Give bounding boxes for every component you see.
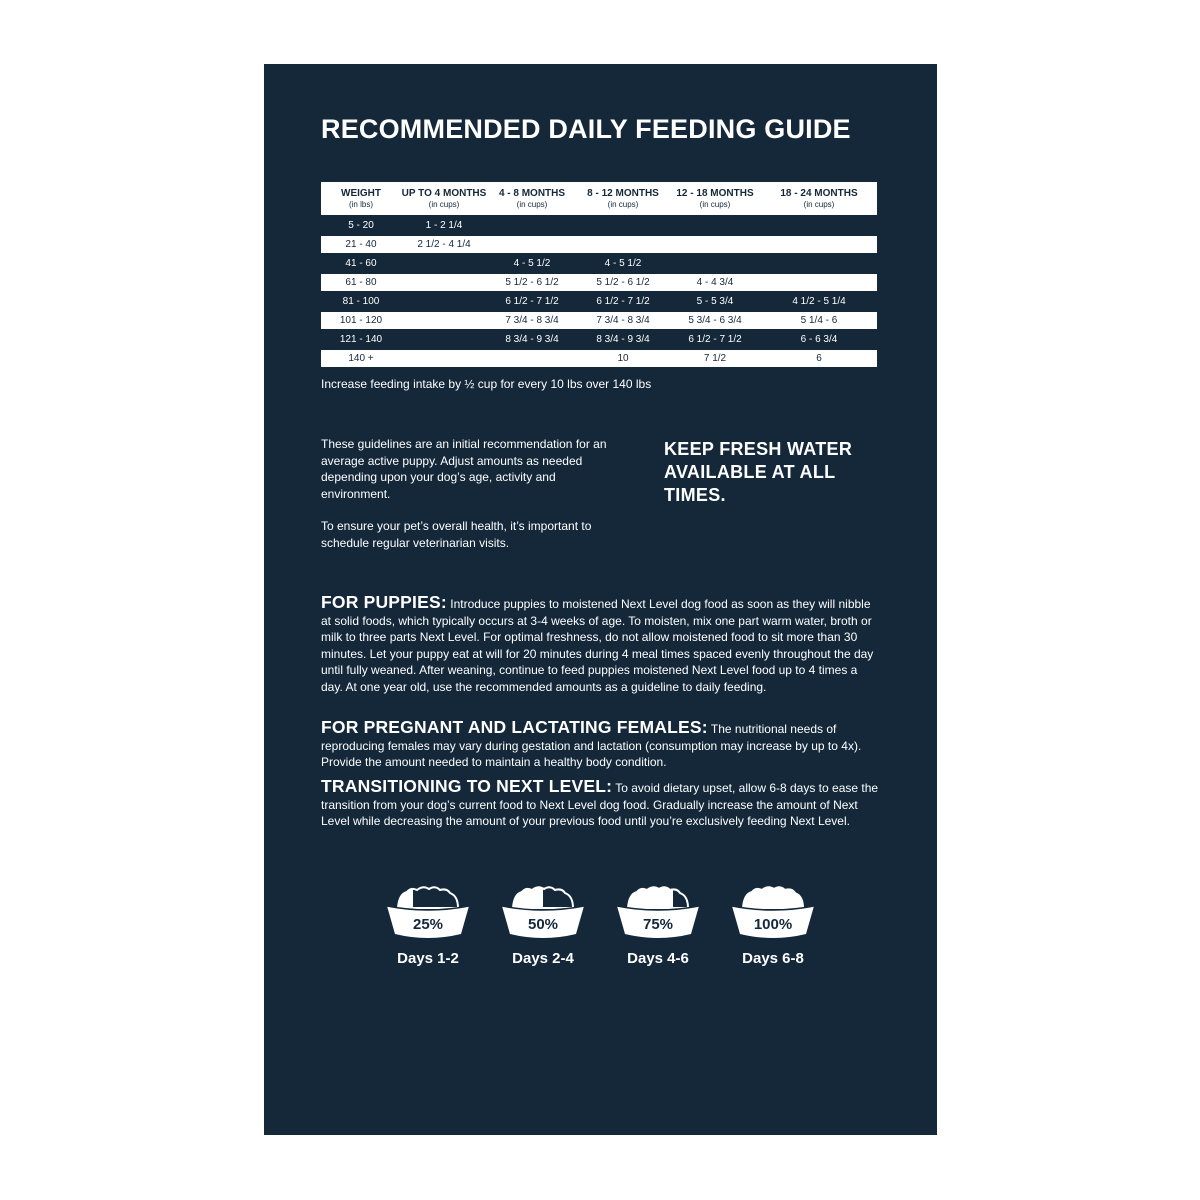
transition-body: To avoid dietary upset, allow 6-8 days to ease the transition from your dog’s current food to Next Level dog food. Gradually increase the amount of Next Level while decreasing the amount of your previous food until you’re exclusively feeding Next Level.: [321, 781, 879, 828]
pregnant-body: The nutritional needs of reproducing females may vary during gestation and lactation (consumption may increase by up to 4x). Provide the amount needed to maintain a healthy body condition.: [321, 722, 862, 769]
cups-cell: 4 - 5 1/2: [487, 254, 577, 273]
cups-cell: 5 - 5 3/4: [669, 292, 761, 311]
cups-cell: [487, 349, 577, 367]
bowl-days-label: Days 1-2: [397, 950, 459, 967]
cups-cell: [761, 235, 877, 254]
bowl-days-label: Days 6-8: [742, 950, 804, 967]
transition-bowls: [264, 884, 937, 984]
header-18-24-months: 18 - 24 MONTHS (in cups): [761, 182, 877, 216]
cups-cell: 7 3/4 - 8 3/4: [577, 311, 669, 330]
table-row: [321, 330, 877, 349]
cups-cell: [669, 216, 761, 235]
cups-cell: [669, 254, 761, 273]
cups-cell: 4 - 5 1/2: [577, 254, 669, 273]
weight-cell: 5 - 20: [321, 216, 401, 235]
cups-cell: [401, 349, 487, 367]
bowl-percent: 25%: [412, 916, 444, 933]
cups-cell: [401, 292, 487, 311]
weight-cell: 81 - 100: [321, 292, 401, 311]
table-note: Increase feeding intake by ½ cup for every 10 lbs over 140 lbs: [321, 377, 652, 391]
cups-cell: [577, 216, 669, 235]
cups-cell: 8 3/4 - 9 3/4: [487, 330, 577, 349]
bowl-step: [373, 884, 483, 967]
bowl-percent: 75%: [642, 916, 674, 933]
cups-cell: 5 3/4 - 6 3/4: [669, 311, 761, 330]
cups-cell: 4 - 4 3/4: [669, 273, 761, 292]
header-up-to-4-months: UP TO 4 MONTHS (in cups): [401, 182, 487, 216]
table-row: [321, 216, 877, 235]
weight-cell: 21 - 40: [321, 235, 401, 254]
weight-cell: 140 +: [321, 349, 401, 367]
weight-cell: 101 - 120: [321, 311, 401, 330]
table-header-row: [321, 182, 877, 216]
cups-cell: [401, 330, 487, 349]
weight-cell: 61 - 80: [321, 273, 401, 292]
bowl-percent: 50%: [527, 916, 559, 933]
pregnant-paragraph: [321, 719, 881, 771]
bowl-step: [488, 884, 598, 967]
weight-cell: 121 - 140: [321, 330, 401, 349]
cups-cell: 6 - 6 3/4: [761, 330, 877, 349]
feeding-guide-panel: [264, 64, 937, 1135]
cups-cell: 5 1/2 - 6 1/2: [487, 273, 577, 292]
table-row: [321, 311, 877, 330]
cups-cell: 6 1/2 - 7 1/2: [669, 330, 761, 349]
header-8-12-months: 8 - 12 MONTHS (in cups): [577, 182, 669, 216]
cups-cell: [577, 235, 669, 254]
cups-cell: [487, 216, 577, 235]
water-callout: KEEP FRESH WATER AVAILABLE AT ALL TIMES.: [664, 439, 853, 505]
vet-text: To ensure your pet’s overall health, it’s important to schedule regular veterinarian visits.: [321, 519, 592, 550]
weight-cell: 41 - 60: [321, 254, 401, 273]
cups-cell: 4 1/2 - 5 1/4: [761, 292, 877, 311]
cups-cell: 2 1/2 - 4 1/4: [401, 235, 487, 254]
pregnant-heading: FOR PREGNANT AND LACTATING FEMALES:: [321, 717, 708, 737]
cups-cell: [761, 254, 877, 273]
feeding-table: [321, 182, 877, 367]
transition-heading: TRANSITIONING TO NEXT LEVEL:: [321, 776, 613, 796]
table-row: [321, 292, 877, 311]
header-4-8-months: 4 - 8 MONTHS (in cups): [487, 182, 577, 216]
cups-cell: 6 1/2 - 7 1/2: [577, 292, 669, 311]
header-12-18-months: 12 - 18 MONTHS (in cups): [669, 182, 761, 216]
cups-cell: [487, 235, 577, 254]
bowl-step: [718, 884, 828, 967]
puppies-heading: FOR PUPPIES:: [321, 592, 447, 612]
bowl-days-label: Days 4-6: [627, 950, 689, 967]
cups-cell: [669, 235, 761, 254]
table-row: [321, 254, 877, 273]
cups-cell: 7 3/4 - 8 3/4: [487, 311, 577, 330]
cups-cell: [761, 273, 877, 292]
cups-cell: 6: [761, 349, 877, 367]
table-row: [321, 235, 877, 254]
cups-cell: [401, 273, 487, 292]
dog-bowl-icon: [383, 884, 473, 942]
cups-cell: 8 3/4 - 9 3/4: [577, 330, 669, 349]
bowl-days-label: Days 2-4: [512, 950, 574, 967]
bowl-step: [603, 884, 713, 967]
table-body: [321, 216, 877, 367]
cups-cell: [401, 254, 487, 273]
puppies-paragraph: [321, 594, 881, 695]
header-weight: WEIGHT (in lbs): [321, 182, 401, 216]
table-row: [321, 349, 877, 367]
dog-bowl-icon: [613, 884, 703, 942]
cups-cell: 7 1/2: [669, 349, 761, 367]
cups-cell: 10: [577, 349, 669, 367]
cups-cell: [401, 311, 487, 330]
page-title: RECOMMENDED DAILY FEEDING GUIDE: [321, 114, 851, 144]
puppies-body: Introduce puppies to moistened Next Level dog food as soon as they will nibble at solid foods, which typically occurs at 3-4 weeks of age. To moisten, mix one part warm water, broth or milk to three parts Next Level. For optimal freshness, do not allow moistened food to sit more than 30 minutes. Let your puppy eat at will for 20 minutes during 4 meal times spaced evenly throughout the day until fully weaned. After weaning, continue to feed puppies moistened Next Level food up to 4 times a day. At one year old, use the recommended amounts as a guideline to daily feeding.: [321, 597, 874, 694]
cups-cell: 5 1/4 - 6: [761, 311, 877, 330]
dog-bowl-icon: [498, 884, 588, 942]
table-row: [321, 273, 877, 292]
guideline-text: These guidelines are an initial recommendation for an average active puppy. Adjust amounts as needed depending upon your dog’s age, activity and environment.: [321, 437, 607, 501]
cups-cell: 6 1/2 - 7 1/2: [487, 292, 577, 311]
cups-cell: 1 - 2 1/4: [401, 216, 487, 235]
dog-bowl-icon: [728, 884, 818, 942]
cups-cell: [761, 216, 877, 235]
bowl-percent: 100%: [753, 916, 793, 933]
transition-paragraph: [321, 778, 881, 830]
cups-cell: 5 1/2 - 6 1/2: [577, 273, 669, 292]
